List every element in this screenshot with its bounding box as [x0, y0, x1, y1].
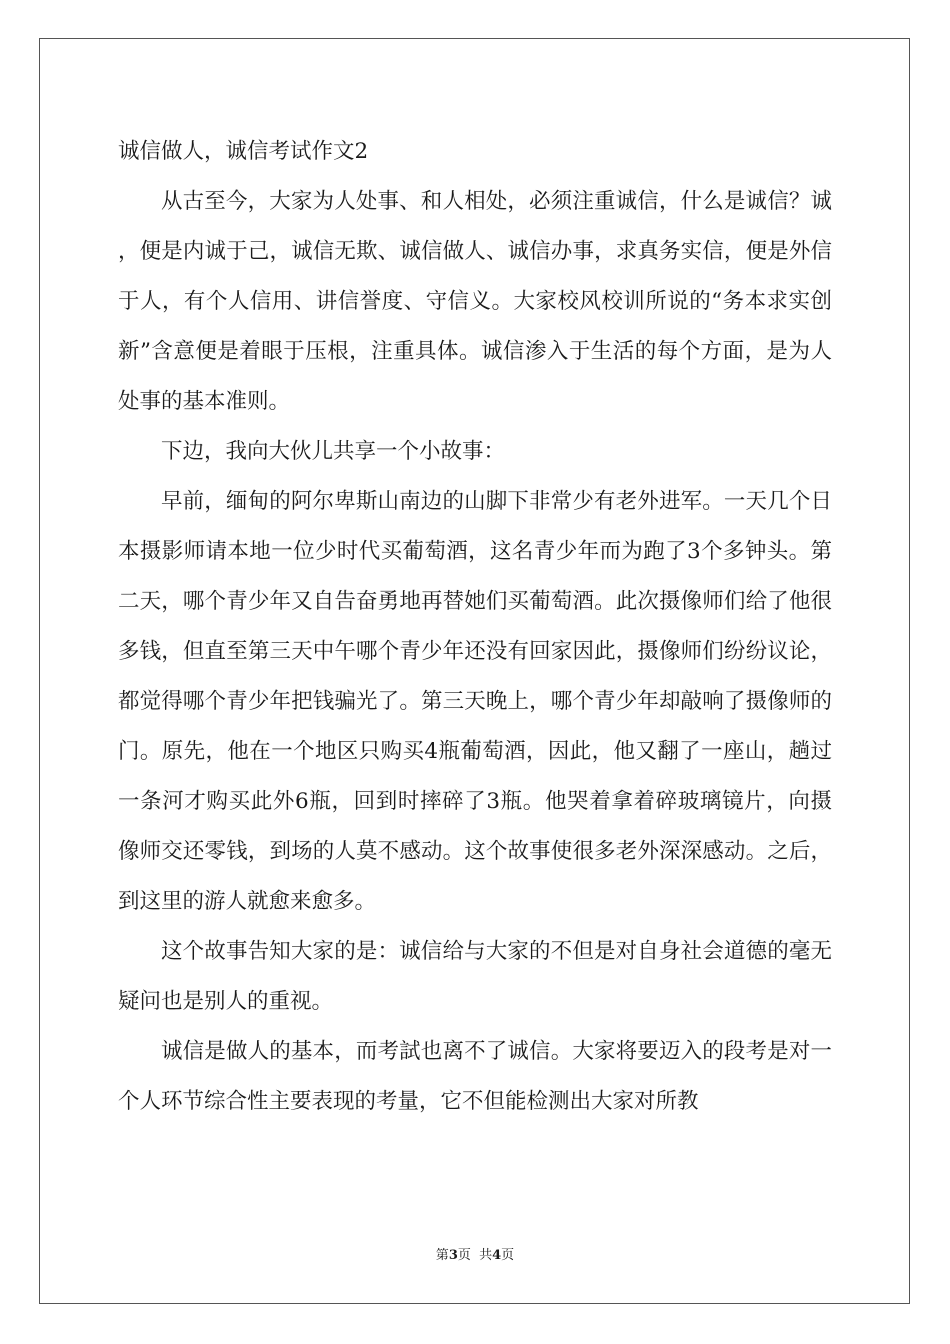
- footer-page-suffix: 页: [501, 1248, 515, 1263]
- document-body: [118, 127, 832, 1127]
- document-title: 诚信做人，诚信考试作文2: [118, 139, 369, 164]
- paragraph-1: 从古至今，大家为人处事、和人相处，必须注重诚信，什么是诚信？诚，便是内诚于己，诚信无欺、诚信做人、诚信办事，求真务实信，便是外信于人，有个人信用、讲信誉度、守信义。大家校风校训所说的“务本求实创新”含意便是着眼于压根，注重具体。诚信渗入于生活的每个方面，是为人处事的基本准则。: [118, 189, 832, 414]
- page-footer: [0, 1247, 950, 1265]
- paragraph-3: 早前，缅甸的阿尔卑斯山南边的山脚下非常少有老外进军。一天几个日本摄影师请本地一位少时代买葡萄酒，这名青少年而为跑了3个多钟头。第二天，哪个青少年又自告奋勇地再替她们买葡萄酒。此次摄像师们给了他很多钱，但直至第三天中午哪个青少年还没有回家因此，摄像师们纷纷议论，都觉得哪个青少年把钱骗光了。第三天晚上，哪个青少年却敲响了摄像师的门。原先，他在一个地区只购买4瓶葡萄酒，因此，他又翻了一座山，趟过一条河才购买此外6瓶，回到时摔碎了3瓶。他哭着拿着碎玻璃镜片，向摄像师交还零钱，到场的人莫不感动。这个故事使很多老外深深感动。之后，到这里的游人就愈来愈多。: [118, 489, 832, 914]
- paragraph-4: 这个故事告知大家的是：诚信给与大家的不但是对自身社会道德的毫无疑问也是别人的重视。: [118, 939, 832, 1014]
- footer-page-current: 3: [448, 1248, 458, 1263]
- footer-page-total: 4: [492, 1248, 502, 1263]
- paragraph-2: 下边，我向大伙儿共享一个小故事：: [161, 439, 506, 464]
- footer-page-prefix: 第: [435, 1248, 449, 1263]
- footer-page-mid: 页 共: [457, 1248, 493, 1263]
- paragraph-5: 诚信是做人的基本，而考試也离不了诚信。大家将要迈入的段考是对一个人环节综合性主要表现的考量，它不但能检测出大家对所教: [118, 1039, 832, 1114]
